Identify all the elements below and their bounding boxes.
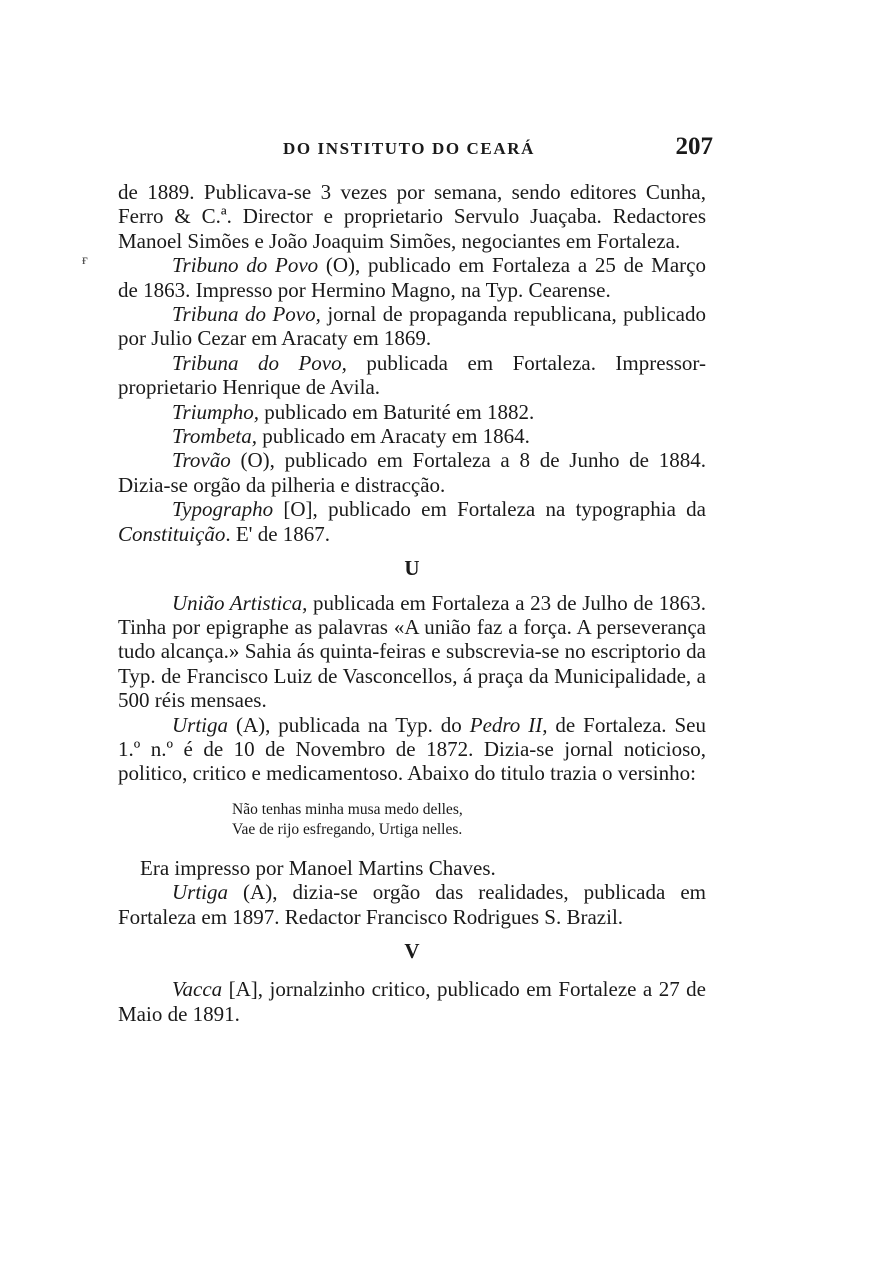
newspaper-title: Typographo bbox=[172, 497, 274, 522]
entry-text: (O), publicado em Fortaleza a 25 de Março de 1863. Impresso por Hermino Magno, na Typ. Cearense. bbox=[118, 253, 706, 302]
entry-text: (A), publicada na Typ. do bbox=[228, 712, 470, 737]
newspaper-title: Trovão bbox=[172, 448, 231, 473]
entry-paragraph bbox=[118, 253, 706, 302]
entry-text: de Fortaleza. Seu 1.º n.º é de 10 de Novembro de 1872. Dizia-se jornal noticioso, politico, critico e medicamentoso. Abaixo do titulo trazia o versinho: bbox=[118, 712, 706, 786]
entry-paragraph bbox=[118, 497, 706, 546]
entry-text: de 1889. Publicava-se 3 vezes por semana, sendo editores Cunha, Ferro & C.ª. Director e proprietario Servulo Juaçaba. Redactores Manoel Simões e João Joaquim Simões, negociantes em Fortaleza. bbox=[118, 180, 706, 253]
epigraph-verse bbox=[232, 800, 706, 840]
entry-text: . E' de 1867. bbox=[225, 521, 331, 546]
entry-paragraph bbox=[118, 977, 706, 1026]
entry-paragraph bbox=[118, 400, 706, 424]
margin-mark: ғ bbox=[82, 253, 88, 268]
entry-paragraph bbox=[118, 448, 706, 497]
newspaper-title: Constituição bbox=[118, 521, 226, 546]
newspaper-title: Triumpho, bbox=[172, 399, 259, 424]
newspaper-title: União Artistica, bbox=[172, 590, 308, 615]
entry-text: (O), publicado em Fortaleza a 8 de Junho de 1884. Dizia-se orgão da pilheria e distracção. bbox=[118, 448, 706, 497]
entry-text: publicado em Aracaty em 1864. bbox=[256, 424, 530, 449]
entry-paragraph bbox=[118, 856, 706, 880]
newspaper-title: Tribuna do Povo, bbox=[172, 302, 321, 327]
running-title: DO INSTITUTO DO CEARÁ bbox=[283, 139, 535, 158]
body-text bbox=[118, 180, 706, 1026]
entry-text: (A), dizia-se orgão das realidades, publicada em Fortaleza em 1897. Redactor Francisco Rodrigues S. Brazil. bbox=[118, 880, 706, 929]
verse-line: Vae de rijo esfregando, Urtiga nelles. bbox=[232, 820, 463, 838]
entry-text: Era impresso por Manoel Martins Chaves. bbox=[140, 855, 496, 880]
entry-paragraph bbox=[118, 180, 706, 253]
entry-paragraph bbox=[118, 424, 706, 448]
entry-paragraph bbox=[118, 713, 706, 786]
entry-paragraph bbox=[118, 880, 706, 929]
section-heading-v: V bbox=[404, 938, 420, 963]
newspaper-title: Vacca bbox=[172, 977, 223, 1002]
entry-text: publicada em Fortaleza. Impressor-proprietario Henrique de Avila. bbox=[118, 350, 706, 400]
entry-paragraph bbox=[118, 351, 706, 400]
newspaper-title: Tribuna do Povo, bbox=[172, 350, 347, 375]
newspaper-title: Urtiga bbox=[172, 712, 229, 737]
page-header bbox=[283, 133, 713, 163]
entry-text: publicada em Fortaleza a 23 de Julho de 1863. Tinha por epigraphe as palavras «A união faz a força. A perseverança tudo alcança.» Sahia ás quinta-feiras e subscrevia-se no escriptorio da Typ. de Francisco Luiz de Vasconcellos, á praça da Municipalidade, a 500 réis mensaes. bbox=[118, 590, 706, 713]
entry-text: publicado em Baturité em 1882. bbox=[258, 399, 535, 424]
entry-paragraph bbox=[118, 591, 706, 713]
newspaper-title: Tribuno do Povo bbox=[172, 253, 319, 278]
page-number: 207 bbox=[675, 133, 713, 160]
entry-text: jornal de propaganda republicana, publicado por Julio Cezar em Aracaty em 1869. bbox=[118, 302, 706, 351]
verse-line: Não tenhas minha musa medo delles, bbox=[232, 800, 463, 818]
entry-text: [O], publicado em Fortaleza na typographia da bbox=[273, 497, 706, 522]
newspaper-title: Trombeta, bbox=[172, 424, 257, 449]
section-heading-u: U bbox=[404, 556, 420, 581]
entry-paragraph bbox=[118, 302, 706, 351]
newspaper-title: Pedro II, bbox=[469, 712, 548, 737]
newspaper-title: Urtiga bbox=[172, 880, 229, 905]
entry-text: [A], jornalzinho critico, publicado em Fortaleze a 27 de Maio de 1891. bbox=[118, 977, 706, 1026]
